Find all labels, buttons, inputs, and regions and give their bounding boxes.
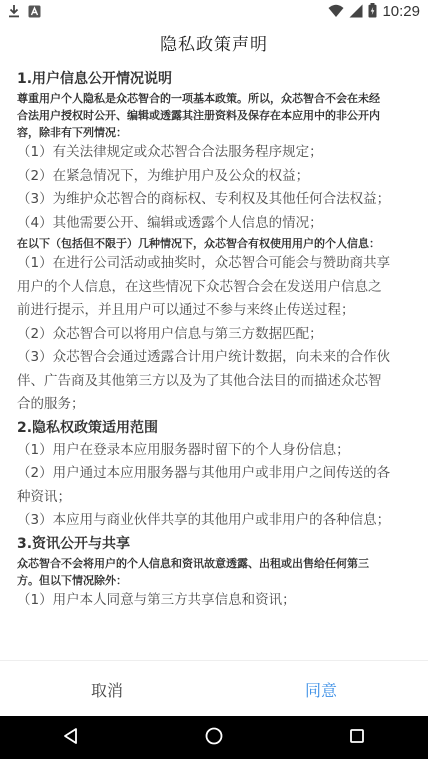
section-sub-intro: 在以下（包括但不限于）几种情况下，众芯智合有权使用用户的个人信息： <box>17 237 380 250</box>
home-circle-icon <box>204 726 224 750</box>
navigation-bar <box>0 716 428 759</box>
recents-button[interactable] <box>327 718 387 758</box>
section-intro-line: 尊重用户个人隐私是众芯智合的一项基本政策。所以，众芯智合不会在未经 <box>17 92 380 105</box>
title-bar <box>0 24 428 60</box>
download-icon <box>8 3 20 22</box>
section-intro-line: 众芯智合不会将用户的个人信息和资讯故意透露、出租或出售给任何第三 <box>17 556 369 570</box>
policy-item: （1）有关法律规定或众芯智合合法服务程序规定； <box>17 144 323 160</box>
policy-item: 用户的个人信息，在这些情况下众芯智合会在发送用户信息之 <box>17 278 382 295</box>
cancel-button[interactable]: 取消 <box>0 661 214 717</box>
signal-icon <box>349 3 363 22</box>
status-right <box>328 2 420 22</box>
policy-item: （2）众芯智合可以将用户信息与第三方数据匹配； <box>17 325 323 342</box>
battery-icon <box>368 3 377 22</box>
policy-item: 伴、广告商及其他第三方以及为了其他合法目的而描述众芯智 <box>17 372 382 389</box>
home-button[interactable] <box>184 718 244 758</box>
back-button[interactable] <box>41 718 101 758</box>
policy-item: （1）用户本人同意与第三方共享信息和资讯； <box>17 591 296 608</box>
policy-content[interactable] <box>17 68 412 654</box>
status-time: 10:29 <box>382 3 420 20</box>
page-title: 隐私政策声明 <box>160 34 268 55</box>
policy-item: （3）为维护众芯智合的商标权、专利权及其他任何合法权益； <box>17 191 391 207</box>
action-bar <box>0 660 428 717</box>
policy-item: 种资讯； <box>17 488 71 505</box>
policy-item: （2）在紧急情况下，为维护用户及公众的权益； <box>17 167 310 184</box>
policy-item: （3）本应用与商业伙伴共享的其他用户或非用户的各种信息； <box>17 512 391 528</box>
section-title: 3.资讯公开与共享 <box>17 535 131 552</box>
agree-button[interactable]: 同意 <box>214 661 428 717</box>
section-intro-line: 合法用户授权时公开、编辑或透露其注册资料及保存在本应用中的非公开内 <box>17 109 380 122</box>
back-triangle-icon <box>62 727 80 749</box>
section-title: 1.用户信息公开情况说明 <box>17 71 173 87</box>
wifi-icon <box>328 3 344 22</box>
policy-item: （3）众芯智合会通过透露合计用户统计数据，向未来的合作伙 <box>17 349 391 365</box>
section-intro-line: 容，除非有下列情况： <box>17 126 127 139</box>
policy-item: （1）在进行公司活动或抽奖时，众芯智合可能会与赞助商共享 <box>17 255 391 271</box>
status-left <box>8 3 41 22</box>
section-title: 2.隐私权政策适用范围 <box>17 419 159 436</box>
section-intro-line: 方。但以下情况除外： <box>17 573 127 587</box>
policy-item: （4）其他需要公开、编辑或透露个人信息的情况； <box>17 214 323 231</box>
policy-item: 前进行提示，并且用户可以通过不参与来终止传送过程； <box>17 302 355 318</box>
policy-item: （2）用户通过本应用服务器与其他用户或非用户之间传送的各 <box>17 465 391 481</box>
notification-a-icon <box>28 3 41 22</box>
policy-item: （1）用户在登录本应用服务器时留下的个人身份信息； <box>17 441 350 458</box>
recents-square-icon <box>348 727 366 749</box>
status-bar <box>0 0 428 24</box>
policy-item: 合的服务； <box>17 396 85 412</box>
